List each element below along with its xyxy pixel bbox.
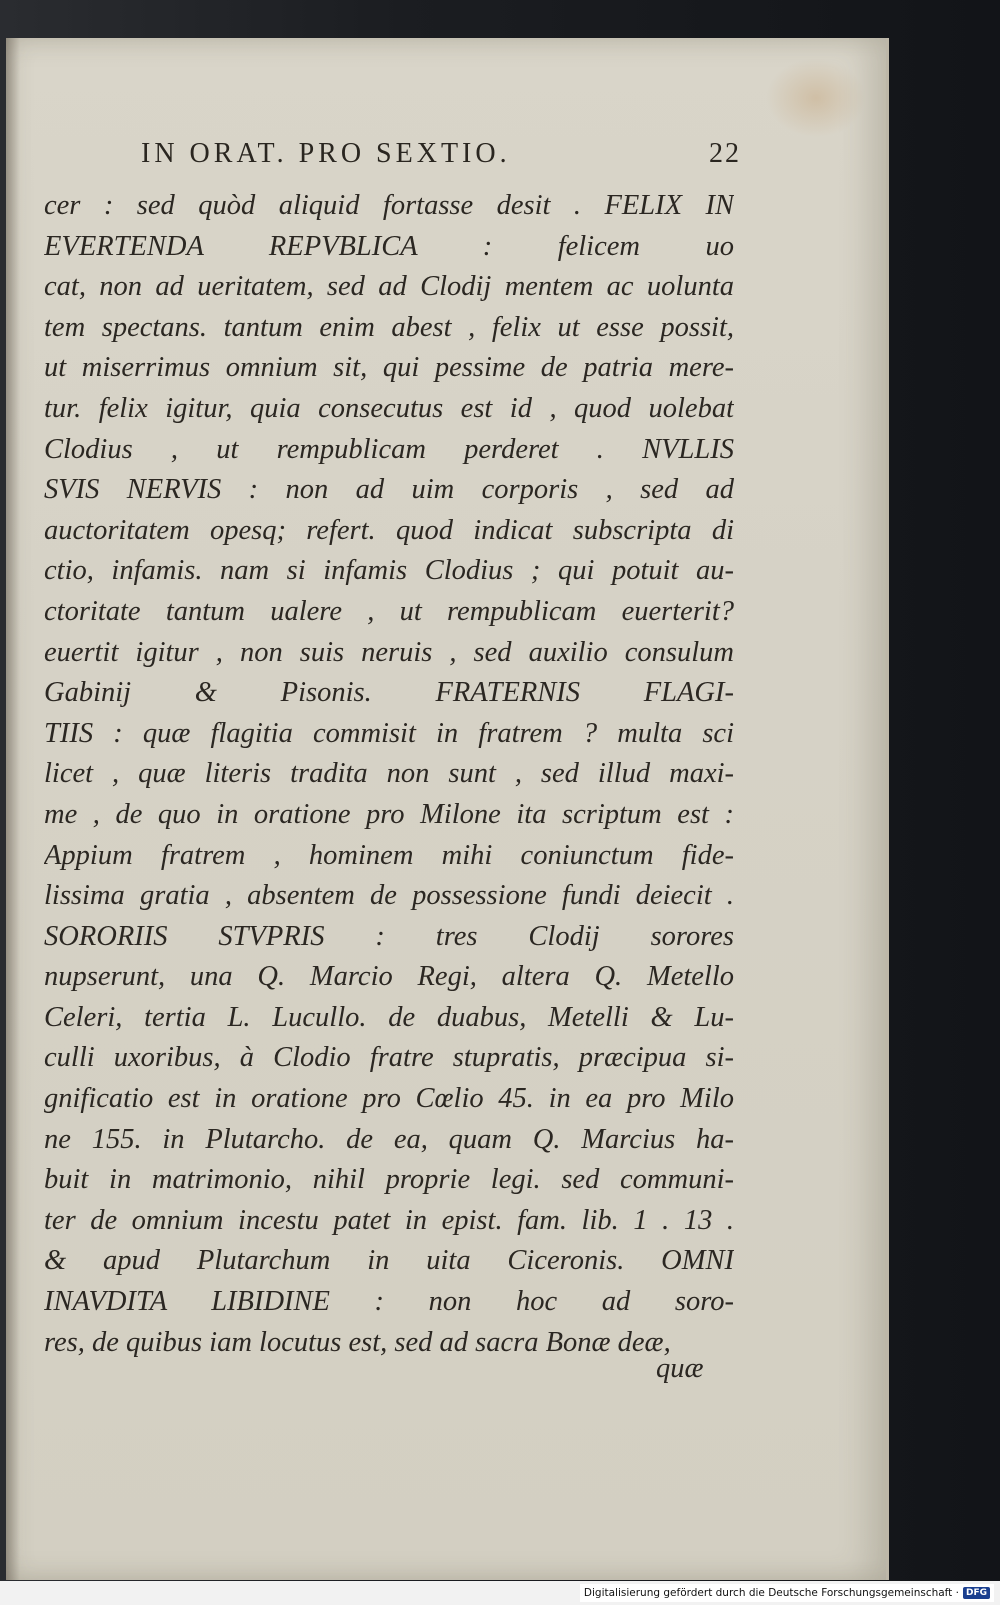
text-line: TIIS : quæ flagitia commisit in fratrem ? multa sci [44,717,734,749]
text-line: culli uxoribus, à Clodio fratre stupratis, præcipua si- [44,1042,734,1074]
digitization-credit [580,1584,994,1602]
text-line: SVIS NERVIS : non ad uim corporis , sed ad [44,474,734,506]
text-line: buit in matrimonio, nihil proprie legi. sed communi- [44,1164,734,1196]
text-line: res, de quibus iam locutus est, sed ad sacra Bonæ deæ, [44,1326,671,1358]
page-header [141,138,741,178]
text-line: Gabinij & Pisonis. FRATERNIS FLAGI- [44,677,734,709]
text-line: nupserunt, una Q. Marcio Regi, altera Q. Metello [44,961,734,993]
text-line: EVERTENDA REPVBLICA : felicem uo [44,230,734,262]
running-title: IN ORAT. PRO SEXTIO. [141,138,511,169]
text-line: Appium fratrem , hominem mihi coniunctum fide- [44,839,734,871]
text-line: cer : sed quòd aliquid fortasse desit . FELIX IN [44,190,734,221]
page-number: 22 [709,138,741,169]
text-line: Clodius , ut rempublicam perderet . NVLLIS [44,433,734,465]
text-line: ter de omnium incestu patet in epist. fam. lib. 1 . 13 . [44,1204,734,1236]
text-line: tur. felix igitur, quia consecutus est id , quod uolebat [44,392,734,424]
text-line: & apud Plutarchum in uita Ciceronis. OMNI [44,1245,734,1277]
book-page [6,38,889,1580]
text-line: SORORIIS STVPRIS : tres Clodij sorores [44,920,734,952]
text-line: me , de quo in oratione pro Milone ita scriptum est : [44,798,734,830]
text-line: licet , quæ literis tradita non sunt , sed illud maxi- [44,758,734,790]
text-line: cat, non ad ueritatem, sed ad Clodij mentem ac uolunta [44,271,734,303]
dfg-logo: DFG [963,1587,990,1599]
text-line: Celeri, tertia L. Lucullo. de duabus, Metelli & Lu- [44,1001,734,1033]
text-line: INAVDITA LIBIDINE : non hoc ad soro- [44,1286,734,1318]
text-line: ne 155. in Plutarcho. de ea, quam Q. Marcius ha- [44,1123,734,1155]
text-line: ut miserrimus omnium sit, qui pessime de patria mere- [44,352,734,384]
text-line: lissima gratia , absentem de possessione fundi deiecit . [44,880,734,912]
text-line: gnificatio est in oratione pro Cœlio 45. in ea pro Milo [44,1083,734,1115]
text-line: ctio, infamis. nam si infamis Clodius ; qui potuit au- [44,555,734,587]
catchword: quæ [656,1353,704,1384]
body-text [44,186,734,1363]
text-line: ctoritate tantum ualere , ut rempublicam euerterit? [44,595,734,627]
text-line: euertit igitur , non suis neruis , sed auxilio consulum [44,636,734,668]
text-line: auctoritatem opesq; refert. quod indicat subscripta di [44,514,734,546]
credit-text: Digitalisierung gefördert durch die Deutsche Forschungsgemeinschaft · [583,1587,959,1599]
text-line: tem spectans. tantum enim abest , felix ut esse possit, [44,311,734,343]
